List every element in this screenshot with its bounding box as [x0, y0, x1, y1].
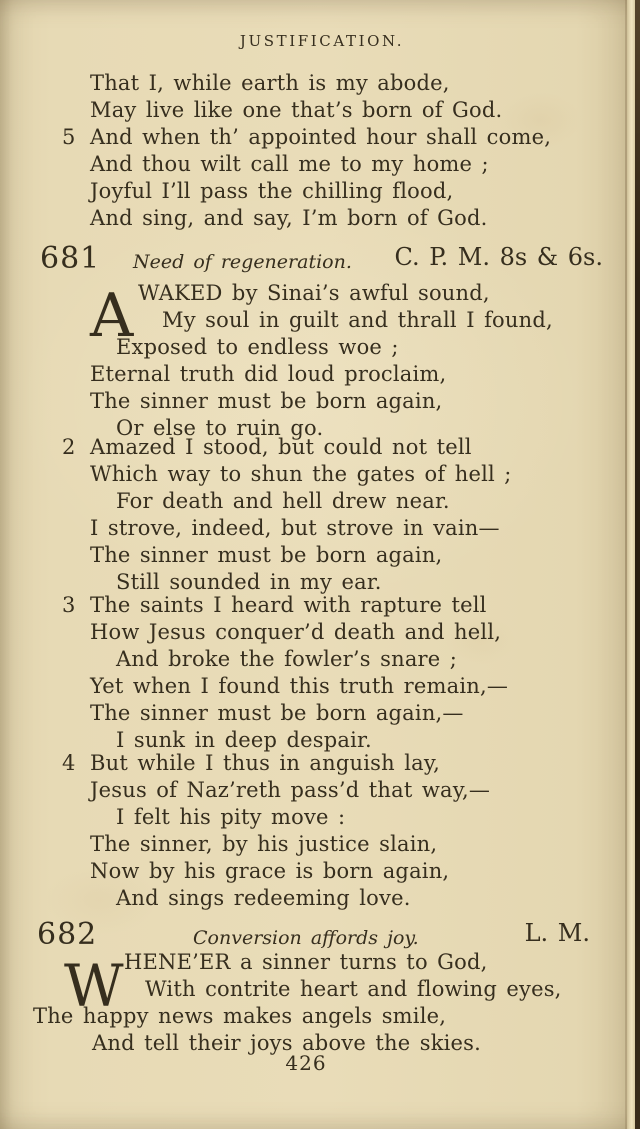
hymn-line: Eternal truth did loud proclaim, [90, 362, 447, 386]
hymn-line: 2 Amazed I stood, but could not tell [62, 435, 472, 459]
hymn-title: Conversion affords joy. [193, 927, 419, 949]
running-head: JUSTIFICATION. [239, 32, 405, 50]
verse-number: 4 [62, 751, 76, 775]
hymn-line: The happy news makes angels smile, [33, 1004, 447, 1028]
stanza-681-4 [0, 750, 640, 912]
hymn-line: Now by his grace is born again, [90, 859, 450, 883]
hymn-line: The sinner must be born again,— [90, 701, 464, 725]
hymn-line: 3 The saints I heard with rapture tell [62, 593, 487, 617]
hymn-line: Which way to shun the gates of hell ; [90, 462, 512, 486]
hymn-line: For death and hell drew near. [116, 489, 450, 513]
hymn-line: 5 And when th’ appointed hour shall come, [62, 125, 552, 149]
hymn-line: I strove, indeed, but strove in vain— [90, 516, 500, 540]
stanza-continuation [0, 70, 640, 232]
hymn-line: Joyful I’ll pass the chilling flood, [90, 179, 454, 203]
verse-number: 5 [62, 125, 76, 149]
hymn-line: 4 But while I thus in anguish lay, [62, 751, 441, 775]
hymn-meter: L. M. [524, 919, 590, 947]
hymn-line: Or else to ruin go. [116, 416, 324, 440]
stanza-681-2 [0, 434, 640, 596]
verse-number: 2 [62, 435, 76, 459]
drop-cap-letter: W [64, 952, 124, 1020]
stanza-681-1 [0, 280, 640, 442]
verse-number: 3 [62, 593, 76, 617]
hymn-line: And sing, and say, I’m born of God. [90, 206, 488, 230]
page-edge-highlight [627, 0, 635, 1129]
hymn-line: That I, while earth is my abode, [90, 71, 450, 95]
hymn-line: HENE’ER a sinner turns to God, [124, 950, 488, 974]
hymn-line: And sings redeeming love. [116, 886, 411, 910]
hymn-line: Yet when I found this truth remain,— [90, 674, 509, 698]
hymn-number: 682 [37, 917, 98, 952]
hymn-meter: C. P. M. 8s & 6s. [394, 243, 603, 271]
hymn-line: The sinner, by his justice slain, [90, 832, 438, 856]
hymn-line: And tell their joys above the skies. [92, 1031, 482, 1055]
drop-cap-letter: A [90, 281, 134, 351]
hymn-line: And thou wilt call me to my home ; [90, 152, 489, 176]
hymn-line: I felt his pity move : [116, 805, 346, 829]
hymn-line: May live like one that’s born of God. [90, 98, 503, 122]
page-number: 426 [285, 1051, 327, 1075]
hymn-line: With contrite heart and flowing eyes, [145, 977, 562, 1001]
hymn-line: The sinner must be born again, [90, 543, 443, 567]
stanza-681-3 [0, 592, 640, 754]
hymn-line: The sinner must be born again, [90, 389, 443, 413]
hymn-line: Jesus of Naz’reth pass’d that way,— [90, 778, 491, 802]
hymn-line: Exposed to endless woe ; [116, 335, 399, 359]
hymn-title: Need of regeneration. [133, 251, 352, 273]
hymn-number: 681 [40, 241, 101, 276]
hymn-line: How Jesus conquer’d death and hell, [90, 620, 502, 644]
hymn-681-heading [0, 242, 612, 282]
stanza-682-1 [0, 949, 640, 1057]
book-edge-shadow [635, 0, 640, 1129]
hymn-line: WAKED by Sinai’s awful sound, [138, 281, 490, 305]
hymn-line: And broke the fowler’s snare ; [116, 647, 458, 671]
hymn-line: Still sounded in my ear. [116, 570, 382, 594]
hymn-line: My soul in guilt and thrall I found, [162, 308, 553, 332]
hymn-line: I sunk in deep despair. [116, 728, 372, 752]
